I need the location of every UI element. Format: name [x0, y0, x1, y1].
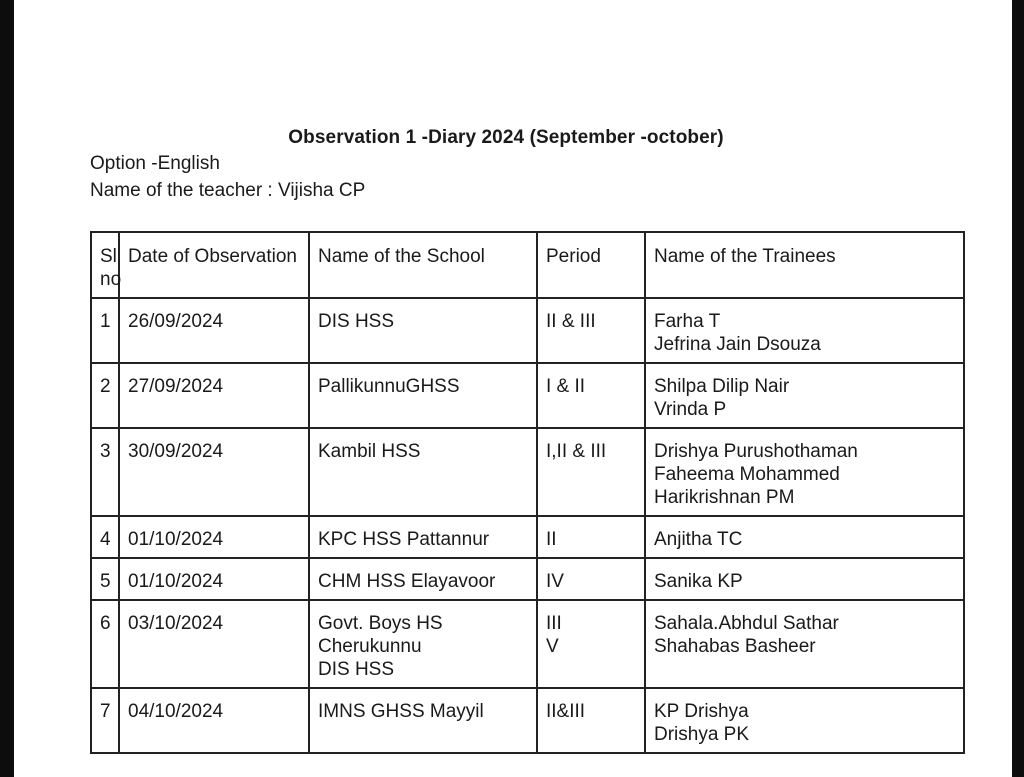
- document-title: Observation 1 -Diary 2024 (September -october): [288, 127, 724, 148]
- period-value: II: [546, 529, 557, 550]
- date-cell: 04/10/2024: [119, 688, 309, 753]
- header-period: Period: [537, 232, 645, 298]
- header-trainees: Name of the Trainees: [645, 232, 964, 298]
- period-value: V: [546, 636, 559, 657]
- date-cell: 01/10/2024: [119, 516, 309, 558]
- option-line: Option -English: [90, 153, 220, 174]
- period-value: II&III: [546, 701, 586, 722]
- school-name: DIS HSS: [318, 311, 395, 332]
- period-value: III: [546, 613, 562, 634]
- trainee-name: Vrinda P: [654, 399, 727, 420]
- date-cell: 27/09/2024: [119, 363, 309, 428]
- period-cell: [537, 516, 645, 558]
- school-cell: [309, 428, 537, 516]
- period-cell: [537, 298, 645, 363]
- header-school: Name of the School: [309, 232, 537, 298]
- trainees-cell: [645, 363, 964, 428]
- period-value: I & II: [546, 376, 586, 397]
- school-cell: [309, 688, 537, 753]
- school-name: DIS HSS: [318, 659, 395, 680]
- period-value: II & III: [546, 311, 596, 332]
- trainee-name: Harikrishnan PM: [654, 487, 795, 508]
- trainee-name: KP Drishya: [654, 701, 749, 722]
- header-row: [91, 232, 964, 298]
- sl-no-cell: 3: [91, 428, 119, 516]
- trainee-name: Shilpa Dilip Nair: [654, 376, 790, 397]
- trainee-name: Shahabas Basheer: [654, 636, 816, 657]
- date-cell: 01/10/2024: [119, 558, 309, 600]
- sl-no-cell: 6: [91, 600, 119, 688]
- period-cell: [537, 600, 645, 688]
- right-border: [1012, 0, 1024, 777]
- period-cell: [537, 558, 645, 600]
- trainee-name: Sahala.Abhdul Sathar: [654, 613, 839, 634]
- header-date: Date of Observation: [119, 232, 309, 298]
- sl-no-cell: 2: [91, 363, 119, 428]
- teacher-line: Name of the teacher : Vijisha CP: [90, 180, 366, 201]
- table-row: [91, 363, 964, 428]
- school-name: PallikunnuGHSS: [318, 376, 460, 397]
- table-body: [91, 298, 964, 753]
- trainee-name: Jefrina Jain Dsouza: [654, 334, 821, 355]
- school-name: Cherukunnu: [318, 636, 422, 657]
- left-border: [0, 0, 14, 777]
- sl-no-cell: 4: [91, 516, 119, 558]
- table-row: [91, 600, 964, 688]
- school-cell: [309, 516, 537, 558]
- table-row: [91, 688, 964, 753]
- school-name: CHM HSS Elayavoor: [318, 571, 496, 592]
- trainees-cell: [645, 558, 964, 600]
- period-value: I,II & III: [546, 441, 607, 462]
- trainee-name: Farha T: [654, 311, 721, 332]
- period-value: IV: [546, 571, 564, 592]
- sl-no-cell: 7: [91, 688, 119, 753]
- trainees-cell: [645, 600, 964, 688]
- date-cell: 30/09/2024: [119, 428, 309, 516]
- trainees-cell: [645, 688, 964, 753]
- school-name: Kambil HSS: [318, 441, 421, 462]
- trainees-cell: [645, 428, 964, 516]
- school-cell: [309, 298, 537, 363]
- trainee-name: Anjitha TC: [654, 529, 743, 550]
- school-cell: [309, 600, 537, 688]
- table-row: [91, 298, 964, 363]
- date-cell: 03/10/2024: [119, 600, 309, 688]
- trainee-name: Faheema Mohammed: [654, 464, 840, 485]
- sl-no-cell: 5: [91, 558, 119, 600]
- school-name: IMNS GHSS Mayyil: [318, 701, 484, 722]
- period-cell: [537, 428, 645, 516]
- school-cell: [309, 558, 537, 600]
- school-name: Govt. Boys HS: [318, 613, 443, 634]
- school-cell: [309, 363, 537, 428]
- trainees-cell: [645, 298, 964, 363]
- table-row: [91, 428, 964, 516]
- trainee-name: Drishya Purushothaman: [654, 441, 858, 462]
- trainee-name: Drishya PK: [654, 724, 750, 745]
- school-name: KPC HSS Pattannur: [318, 529, 490, 550]
- table-row: [91, 516, 964, 558]
- period-cell: [537, 363, 645, 428]
- date-cell: 26/09/2024: [119, 298, 309, 363]
- sl-no-cell: 1: [91, 298, 119, 363]
- table-row: [91, 558, 964, 600]
- observation-table: [90, 231, 965, 754]
- table-header: [91, 232, 964, 298]
- trainees-cell: [645, 516, 964, 558]
- header-sl-no: Sl no: [91, 232, 119, 298]
- trainee-name: Sanika KP: [654, 571, 743, 592]
- period-cell: [537, 688, 645, 753]
